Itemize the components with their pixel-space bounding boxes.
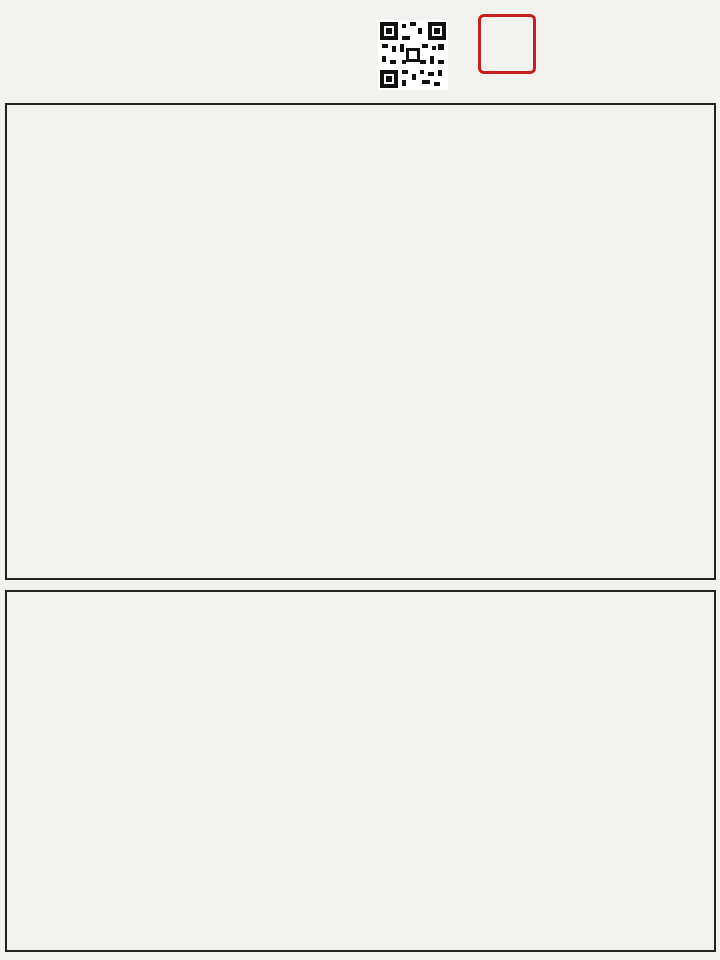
chart-top (5, 103, 716, 580)
header (0, 0, 720, 100)
year-grid (5, 590, 716, 952)
qr-code-icon (378, 20, 448, 90)
seal-stamp (478, 14, 536, 74)
